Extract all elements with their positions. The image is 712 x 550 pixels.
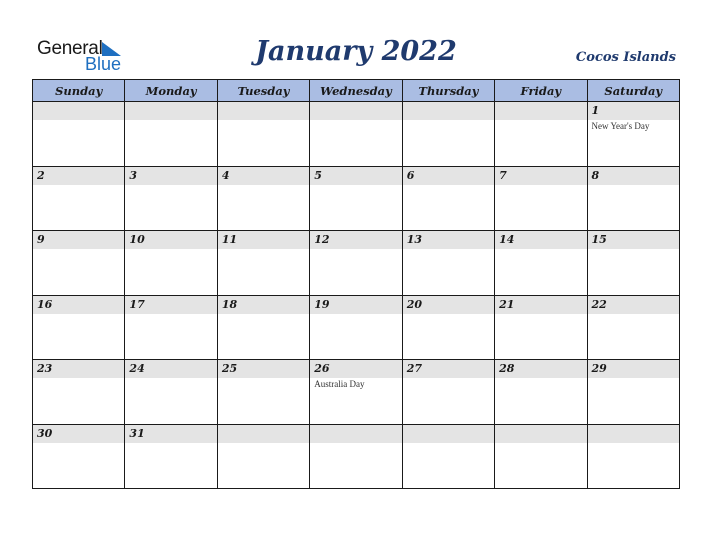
weekday-header: Thursday (402, 80, 494, 102)
day-cell (310, 360, 402, 425)
day-number-bar (310, 167, 401, 185)
day-cell (495, 166, 587, 231)
day-number-bar (310, 296, 401, 314)
day-number-bar (33, 102, 124, 120)
day-cell (587, 424, 679, 489)
day-number: 5 (314, 168, 322, 182)
day-number: 21 (499, 297, 515, 311)
day-number-bar (495, 360, 586, 378)
day-cell (125, 295, 217, 360)
day-number-bar (403, 296, 494, 314)
day-cell (125, 231, 217, 296)
week-row (33, 231, 680, 296)
day-number-bar (588, 360, 679, 378)
day-number-bar (495, 167, 586, 185)
day-cell (402, 360, 494, 425)
weekday-header: Monday (125, 80, 217, 102)
day-number: 19 (314, 297, 330, 311)
calendar-grid (32, 79, 680, 489)
day-number-bar (218, 167, 309, 185)
day-number: 30 (37, 426, 53, 440)
weekday-header: Saturday (587, 80, 679, 102)
day-number-bar (495, 231, 586, 249)
day-cell (310, 102, 402, 167)
day-number-bar (310, 425, 401, 443)
day-number: 16 (37, 297, 53, 311)
day-number: 27 (406, 362, 422, 375)
day-number-bar (125, 425, 216, 443)
day-number-bar (310, 102, 401, 120)
week-row (33, 424, 680, 489)
day-number-bar (218, 231, 309, 249)
day-cell (587, 360, 679, 425)
day-number: 14 (499, 233, 515, 246)
day-number-bar (403, 425, 494, 443)
day-number-bar (218, 102, 309, 120)
day-number: 6 (406, 168, 415, 182)
day-number-bar (495, 102, 586, 120)
day-number-bar (33, 425, 124, 443)
day-cell (33, 295, 125, 360)
day-number: 18 (221, 297, 238, 311)
day-cell (33, 424, 125, 489)
day-number-bar (33, 231, 124, 249)
day-number-bar (125, 231, 216, 249)
day-cell (402, 231, 494, 296)
day-number: 1 (591, 104, 600, 117)
weekday-header: Friday (495, 80, 587, 102)
week-row (33, 295, 680, 360)
day-number: 7 (499, 168, 507, 182)
day-number-bar (218, 296, 309, 314)
day-number: 15 (591, 233, 607, 246)
day-number: 13 (406, 233, 422, 246)
day-number-bar (125, 360, 216, 378)
day-number: 31 (129, 426, 145, 440)
day-number: 12 (314, 233, 330, 246)
day-cell (125, 166, 217, 231)
day-cell (587, 295, 679, 360)
day-cell (217, 102, 309, 167)
day-number-bar (310, 360, 401, 378)
day-number-bar (495, 425, 586, 443)
day-cell (217, 231, 309, 296)
day-number-bar (33, 296, 124, 314)
day-cell (402, 295, 494, 360)
day-cell (33, 231, 125, 296)
day-cell (125, 360, 217, 425)
day-number: 23 (37, 362, 53, 375)
day-cell (217, 424, 309, 489)
day-number-bar (125, 296, 216, 314)
day-number-bar (310, 231, 401, 249)
day-cell (402, 102, 494, 167)
day-number-bar (33, 360, 124, 378)
day-number: 9 (37, 233, 45, 246)
day-number: 10 (129, 233, 145, 246)
country-name: Cocos Islands (575, 50, 676, 65)
day-number-bar (403, 102, 494, 120)
day-cell (217, 360, 309, 425)
day-cell (33, 102, 125, 167)
weekday-header: Sunday (33, 80, 125, 102)
day-cell (495, 424, 587, 489)
day-number-bar (588, 296, 679, 314)
day-number-bar (33, 167, 124, 185)
day-number: 20 (406, 297, 422, 311)
day-cell (310, 424, 402, 489)
day-number: 11 (221, 233, 238, 246)
week-row (33, 102, 680, 167)
day-cell (495, 295, 587, 360)
day-cell (310, 295, 402, 360)
day-number: 4 (221, 168, 230, 182)
day-number-bar (588, 425, 679, 443)
day-number: 8 (591, 168, 600, 182)
day-number-bar (403, 231, 494, 249)
day-cell (587, 231, 679, 296)
day-cell (587, 102, 679, 167)
day-number: 2 (37, 168, 45, 182)
logo-word-blue: Blue (85, 54, 122, 74)
weekday-header: Tuesday (217, 80, 309, 102)
day-number: 3 (129, 168, 138, 182)
day-cell (217, 166, 309, 231)
day-cell (587, 166, 679, 231)
day-number: 26 (314, 362, 330, 375)
day-cell (125, 424, 217, 489)
day-cell (33, 166, 125, 231)
day-cell (402, 424, 494, 489)
day-number-bar (495, 296, 586, 314)
day-number-bar (403, 167, 494, 185)
day-cell (495, 102, 587, 167)
day-number-bar (125, 167, 216, 185)
day-cell (495, 360, 587, 425)
day-number-bar (588, 167, 679, 185)
week-row (33, 166, 680, 231)
day-cell (33, 360, 125, 425)
day-number-bar (125, 102, 216, 120)
day-cell (310, 231, 402, 296)
weekday-header: Wednesday (310, 80, 402, 102)
day-number: 24 (129, 362, 145, 375)
calendar-title: January 2022 (255, 36, 457, 67)
day-number: 29 (591, 362, 607, 375)
day-number-bar (218, 360, 309, 378)
holiday-label: Australia Day (314, 379, 365, 389)
day-number: 17 (129, 297, 145, 311)
weekday-header-row (33, 80, 680, 102)
day-cell (402, 166, 494, 231)
day-cell (217, 295, 309, 360)
holiday-label: New Year's Day (591, 121, 650, 131)
day-number: 22 (591, 297, 607, 311)
day-number-bar (588, 102, 679, 120)
day-cell (310, 166, 402, 231)
day-number-bar (218, 425, 309, 443)
logo-word-general: General (37, 38, 103, 59)
day-number-bar (403, 360, 494, 378)
generalblue-logo (37, 38, 137, 74)
day-number: 28 (499, 362, 515, 375)
day-number: 25 (221, 362, 238, 375)
day-cell (125, 102, 217, 167)
week-row (33, 360, 680, 425)
day-cell (495, 231, 587, 296)
day-number-bar (588, 231, 679, 249)
